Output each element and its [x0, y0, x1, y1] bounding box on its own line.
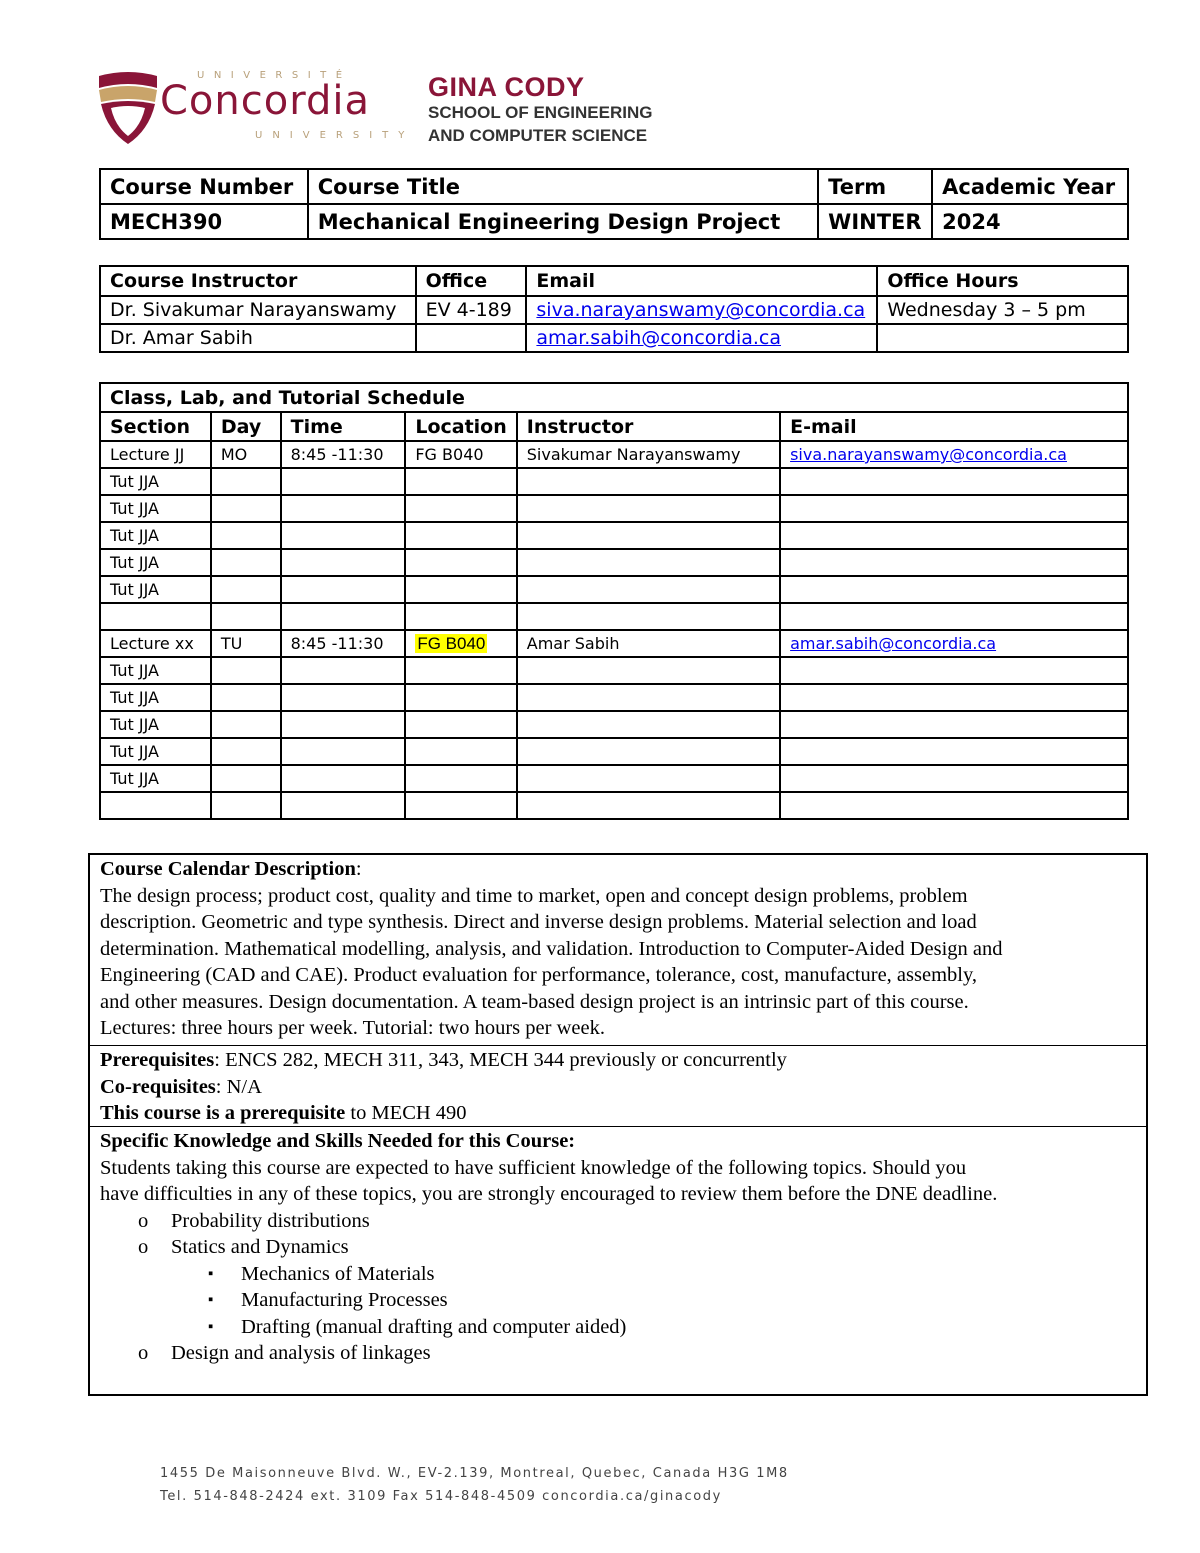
prerequisite-of-label: This course is a prerequisite [100, 1102, 346, 1124]
schedule-instructor-cell [517, 738, 780, 765]
schedule-email-cell [780, 711, 1128, 738]
instructor-table [99, 265, 1129, 353]
schedule-section-cell: Tut JJA [100, 738, 211, 765]
schedule-location-cell [405, 684, 516, 711]
header-term: Term [818, 169, 932, 204]
schedule-time-cell [281, 765, 406, 792]
instructor-office [416, 324, 527, 352]
schedule-row [100, 468, 1128, 495]
schedule-row [100, 441, 1128, 468]
description-line: Engineering (CAD and CAE). Product evaluation for performance, tolerance, cost, manufacture, assembly, [100, 964, 978, 986]
course-description-box [88, 853, 1148, 1396]
schedule-section-cell: Tut JJA [100, 549, 211, 576]
prerequisites-line [100, 1047, 1136, 1074]
schedule-time-cell [281, 522, 406, 549]
schedule-time-cell [281, 738, 406, 765]
header-time: Time [281, 412, 406, 441]
schedule-section-cell: Tut JJA [100, 684, 211, 711]
skills-list-item [100, 1234, 1136, 1261]
description-line: Lectures: three hours per week. Tutorial: two hours per week. [100, 1017, 605, 1039]
schedule-location-cell [405, 576, 516, 603]
course-info-row [100, 204, 1128, 239]
schedule-row [100, 549, 1128, 576]
schedule-instructor-cell: Sivakumar Narayanswamy [517, 441, 780, 468]
skills-item-text: Probability distributions [171, 1209, 370, 1232]
schedule-section-cell: Tut JJA [100, 657, 211, 684]
skills-intro-line: Students taking this course are expected to have sufficient knowledge of the following topics. Should you [100, 1156, 967, 1179]
schedule-location-cell [405, 495, 516, 522]
header-email: Email [526, 266, 877, 296]
schedule-row [100, 684, 1128, 711]
school-line-1: SCHOOL OF ENGINEERING [428, 103, 653, 122]
header-office-hours: Office Hours [877, 266, 1128, 296]
schedule-day-cell [211, 549, 281, 576]
schedule-instructor-cell [517, 603, 780, 630]
instructor-email-cell [526, 324, 877, 352]
schedule-location-cell [405, 738, 516, 765]
schedule-email-cell [780, 630, 1128, 657]
schedule-row [100, 765, 1128, 792]
skills-list-item [100, 1314, 1136, 1341]
square-bullet-icon: ▪ [208, 1318, 214, 1335]
schedule-section-cell: Tut JJA [100, 495, 211, 522]
schedule-time-cell [281, 711, 406, 738]
schedule-instructor-cell [517, 765, 780, 792]
schedule-time-cell: 8:45 -11:30 [281, 441, 406, 468]
schedule-section-cell [100, 603, 211, 630]
schedule-location-cell [405, 522, 516, 549]
logo-university-text: UNIVERSITY [255, 130, 415, 141]
schedule-section-cell: Tut JJA [100, 765, 211, 792]
schedule-row [100, 711, 1128, 738]
school-name: GINA CODY [428, 72, 585, 102]
square-bullet-icon: ▪ [208, 1292, 214, 1308]
schedule-email-cell [780, 522, 1128, 549]
instructor-email-link[interactable]: amar.sabih@concordia.ca [536, 327, 782, 349]
schedule-title: Class, Lab, and Tutorial Schedule [100, 383, 1128, 412]
instructor-email-link[interactable]: siva.narayanswamy@concordia.ca [536, 299, 866, 321]
prerequisites-value: : ENCS 282, MECH 311, 343, MECH 344 previously or concurrently [214, 1049, 787, 1071]
header-course-instructor: Course Instructor [100, 266, 416, 296]
requisites-section [90, 1046, 1146, 1127]
schedule-time-cell [281, 495, 406, 522]
highlighted-location: FG B040 [417, 633, 486, 653]
header-academic-year: Academic Year [932, 169, 1128, 204]
circle-bullet-icon: o [138, 1209, 149, 1232]
schedule-email-cell [780, 441, 1128, 468]
schedule-instructor-cell [517, 711, 780, 738]
schedule-row [100, 522, 1128, 549]
header-location: Location [405, 412, 516, 441]
schedule-email-cell [780, 603, 1128, 630]
schedule-time-cell [281, 657, 406, 684]
schedule-instructor-cell [517, 549, 780, 576]
prerequisite-of-line [100, 1100, 1136, 1127]
schedule-header-row [100, 412, 1128, 441]
skills-list-item [100, 1208, 1136, 1235]
schedule-day-cell [211, 657, 281, 684]
schedule-location-cell: FG B040 [405, 441, 516, 468]
instructor-row [100, 296, 1128, 324]
course-term: WINTER [818, 204, 932, 239]
header-e-mail: E-mail [780, 412, 1128, 441]
schedule-section-cell: Tut JJA [100, 576, 211, 603]
schedule-email-cell [780, 495, 1128, 522]
schedule-day-cell [211, 495, 281, 522]
schedule-section-cell: Lecture JJ [100, 441, 211, 468]
instructor-hours [877, 324, 1128, 352]
skills-section [90, 1127, 1146, 1367]
schedule-email-cell [780, 792, 1128, 819]
course-info-header-row [100, 169, 1128, 204]
schedule-day-cell: MO [211, 441, 281, 468]
description-line: and other measures. Design documentation. A team-based design project is an intrinsic part of this course. [100, 990, 969, 1013]
header-office: Office [416, 266, 527, 296]
instructor-name: Dr. Sivakumar Narayanswamy [100, 296, 416, 324]
skills-item-text: Design and analysis of linkages [171, 1342, 431, 1364]
prerequisites-label: Prerequisites [100, 1049, 215, 1071]
calendar-description-section [90, 855, 1146, 1046]
schedule-instructor-cell [517, 684, 780, 711]
schedule-email-cell [780, 765, 1128, 792]
schedule-time-cell [281, 603, 406, 630]
circle-bullet-icon: o [138, 1236, 149, 1258]
schedule-location-cell [405, 657, 516, 684]
instructor-header-row [100, 266, 1128, 296]
schedule-row [100, 576, 1128, 603]
schedule-location-cell [405, 765, 516, 792]
schedule-time-cell [281, 576, 406, 603]
schedule-email-link[interactable]: amar.sabih@concordia.ca [790, 634, 997, 653]
schedule-table [99, 382, 1129, 820]
schedule-email-cell [780, 468, 1128, 495]
course-number: MECH390 [100, 204, 308, 239]
skills-intro-line: have difficulties in any of these topics, you are strongly encouraged to review them before the DNE deadline. [100, 1183, 998, 1205]
corequisites-label: Co-requisites [100, 1075, 216, 1098]
circle-bullet-icon: o [138, 1342, 149, 1364]
corequisites-line [100, 1074, 1136, 1101]
schedule-row [100, 657, 1128, 684]
schedule-row [100, 495, 1128, 522]
schedule-section-cell: Tut JJA [100, 468, 211, 495]
schedule-instructor-cell [517, 792, 780, 819]
schedule-email-link[interactable]: siva.narayanswamy@concordia.ca [790, 445, 1067, 464]
logo-wordmark: Concordia [160, 78, 370, 124]
description-line: description. Geometric and type synthesis. Direct and inverse design problems. Material selection and load [100, 911, 977, 933]
schedule-email-cell [780, 738, 1128, 765]
schedule-day-cell [211, 468, 281, 495]
schedule-day-cell [211, 522, 281, 549]
schedule-instructor-cell [517, 657, 780, 684]
instructor-hours: Wednesday 3 – 5 pm [877, 296, 1128, 324]
skills-item-text: Mechanics of Materials [241, 1262, 435, 1285]
instructor-row [100, 324, 1128, 352]
instructor-name: Dr. Amar Sabih [100, 324, 416, 352]
course-title: Mechanical Engineering Design Project [308, 204, 818, 239]
schedule-row [100, 630, 1128, 657]
skills-list-item [100, 1340, 1136, 1367]
footer-address: 1455 De Maisonneuve Blvd. W., EV-2.139, Montreal, Quebec, Canada H3G 1M8 [160, 1466, 789, 1481]
schedule-email-cell [780, 576, 1128, 603]
course-info-table [99, 168, 1129, 240]
schedule-email-cell [780, 657, 1128, 684]
schedule-instructor-cell [517, 522, 780, 549]
school-line-2: AND COMPUTER SCIENCE [428, 126, 648, 145]
schedule-time-cell: 8:45 -11:30 [281, 630, 406, 657]
schedule-location-cell [405, 630, 516, 657]
schedule-day-cell [211, 684, 281, 711]
schedule-day-cell [211, 711, 281, 738]
schedule-location-cell [405, 711, 516, 738]
corequisites-value: : N/A [215, 1075, 262, 1098]
schedule-day-cell [211, 738, 281, 765]
schedule-time-cell [281, 792, 406, 819]
course-year: 2024 [932, 204, 1128, 239]
schedule-section-cell [100, 792, 211, 819]
schedule-instructor-cell [517, 468, 780, 495]
header-instructor: Instructor [517, 412, 780, 441]
schedule-location-cell [405, 549, 516, 576]
calendar-description-title: Course Calendar Description [100, 858, 356, 880]
schedule-section-cell: Tut JJA [100, 522, 211, 549]
schedule-email-cell [780, 684, 1128, 711]
schedule-section-cell: Tut JJA [100, 711, 211, 738]
schedule-email-cell [780, 549, 1128, 576]
schedule-time-cell [281, 549, 406, 576]
skills-heading: Specific Knowledge and Skills Needed for this Course: [100, 1130, 576, 1152]
prerequisite-of-value: to MECH 490 [345, 1102, 467, 1124]
schedule-day-cell [211, 792, 281, 819]
logo-universite-text: UNIVERSITÉ [197, 70, 352, 81]
skills-list [100, 1208, 1136, 1367]
description-line: The design process; product cost, quality and time to market, open and concept design problems, problem [100, 884, 968, 907]
skills-item-text: Drafting (manual drafting and computer aided) [241, 1315, 627, 1338]
heading-colon: : [355, 858, 362, 880]
schedule-row [100, 738, 1128, 765]
schedule-location-cell [405, 792, 516, 819]
schedule-day-cell [211, 576, 281, 603]
schedule-instructor-cell [517, 495, 780, 522]
schedule-time-cell [281, 468, 406, 495]
schedule-instructor-cell [517, 576, 780, 603]
description-line: determination. Mathematical modelling, analysis, and validation. Introduction to Computer-Aided Design and [100, 937, 1003, 960]
skills-item-text: Manufacturing Processes [241, 1289, 448, 1311]
skills-item-text: Statics and Dynamics [171, 1236, 349, 1258]
schedule-row [100, 792, 1128, 819]
footer-contact: Tel. 514-848-2424 ext. 3109 Fax 514-848-4509 concordia.ca/ginacody [160, 1489, 722, 1504]
schedule-location-cell [405, 603, 516, 630]
instructor-office: EV 4-189 [416, 296, 527, 324]
instructor-email-cell [526, 296, 877, 324]
schedule-section-cell: Lecture xx [100, 630, 211, 657]
calendar-description-heading [100, 856, 1136, 883]
schedule-day-cell [211, 765, 281, 792]
skills-list-item [100, 1287, 1136, 1314]
header-course-title: Course Title [308, 169, 818, 204]
skills-list-item [100, 1261, 1136, 1288]
schedule-location-cell [405, 468, 516, 495]
square-bullet-icon: ▪ [208, 1265, 214, 1282]
schedule-time-cell [281, 684, 406, 711]
header-course-number: Course Number [100, 169, 308, 204]
header-day: Day [211, 412, 281, 441]
schedule-title-row [100, 383, 1128, 412]
schedule-day-cell [211, 603, 281, 630]
schedule-row [100, 603, 1128, 630]
schedule-instructor-cell: Amar Sabih [517, 630, 780, 657]
header-section: Section [100, 412, 211, 441]
schedule-day-cell: TU [211, 630, 281, 657]
schedule-body [100, 441, 1128, 819]
concordia-logo-icon [97, 70, 159, 146]
